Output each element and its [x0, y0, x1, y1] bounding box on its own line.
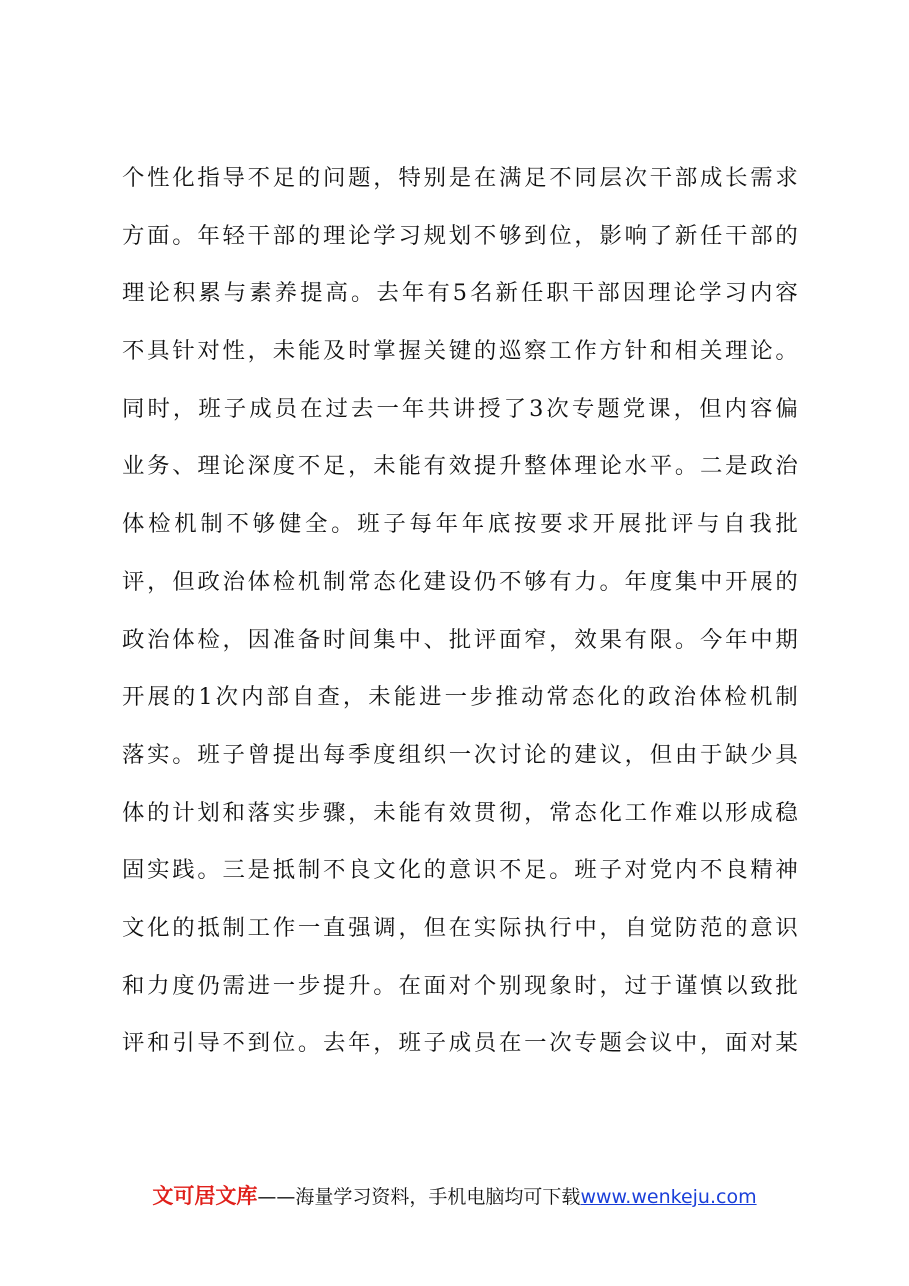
text-line: 不具针对性，未能及时掌握关键的巡察工作方针和相关理论。 [122, 338, 798, 365]
footer-banner [0, 1180, 909, 1210]
brand-name: 文可居文库 [152, 1184, 258, 1208]
text-line: 政治体检，因准备时间集中、批评面窄，效果有限。今年中期 [122, 626, 798, 653]
text-line: 开展的1次内部自查，未能进一步推动常态化的政治体检机制 [122, 684, 798, 711]
text-line: 固实践。三是抵制不良文化的意识不足。班子对党内不良精神 [122, 857, 798, 884]
text-line: 体的计划和落实步骤，未能有效贯彻，常态化工作难以形成稳 [122, 799, 798, 826]
text-line: 和力度仍需进一步提升。在面对个别现象时，过于谨慎以致批 [122, 972, 798, 999]
text-line: 业务、理论深度不足，未能有效提升整体理论水平。二是政治 [122, 453, 798, 480]
text-line: 个性化指导不足的问题，特别是在满足不同层次干部成长需求 [122, 165, 798, 191]
body-text [122, 150, 798, 1073]
text-line: 同时，班子成员在过去一年共讲授了3次专题党课，但内容偏 [122, 395, 798, 422]
text-line: 文化的抵制工作一直强调，但在实际执行中，自觉防范的意识 [122, 914, 798, 941]
footer-tagline: ——海量学习资料，手机电脑均可下载 [257, 1186, 581, 1208]
text-line: 落实。班子曾提出每季度组织一次讨论的建议，但由于缺少具 [122, 741, 798, 768]
website-link[interactable]: www.wenkeju.com [580, 1186, 757, 1208]
text-line: 方面。年轻干部的理论学习规划不够到位，影响了新任干部的 [122, 222, 798, 249]
text-line: 评和引导不到位。去年，班子成员在一次专题会议中，面对某 [122, 1030, 798, 1057]
text-line: 评，但政治体检机制常态化建设仍不够有力。年度集中开展的 [122, 568, 798, 595]
text-line: 理论积累与素养提高。去年有5名新任职干部因理论学习内容 [122, 280, 798, 307]
text-line: 体检机制不够健全。班子每年年底按要求开展批评与自我批 [122, 511, 798, 538]
